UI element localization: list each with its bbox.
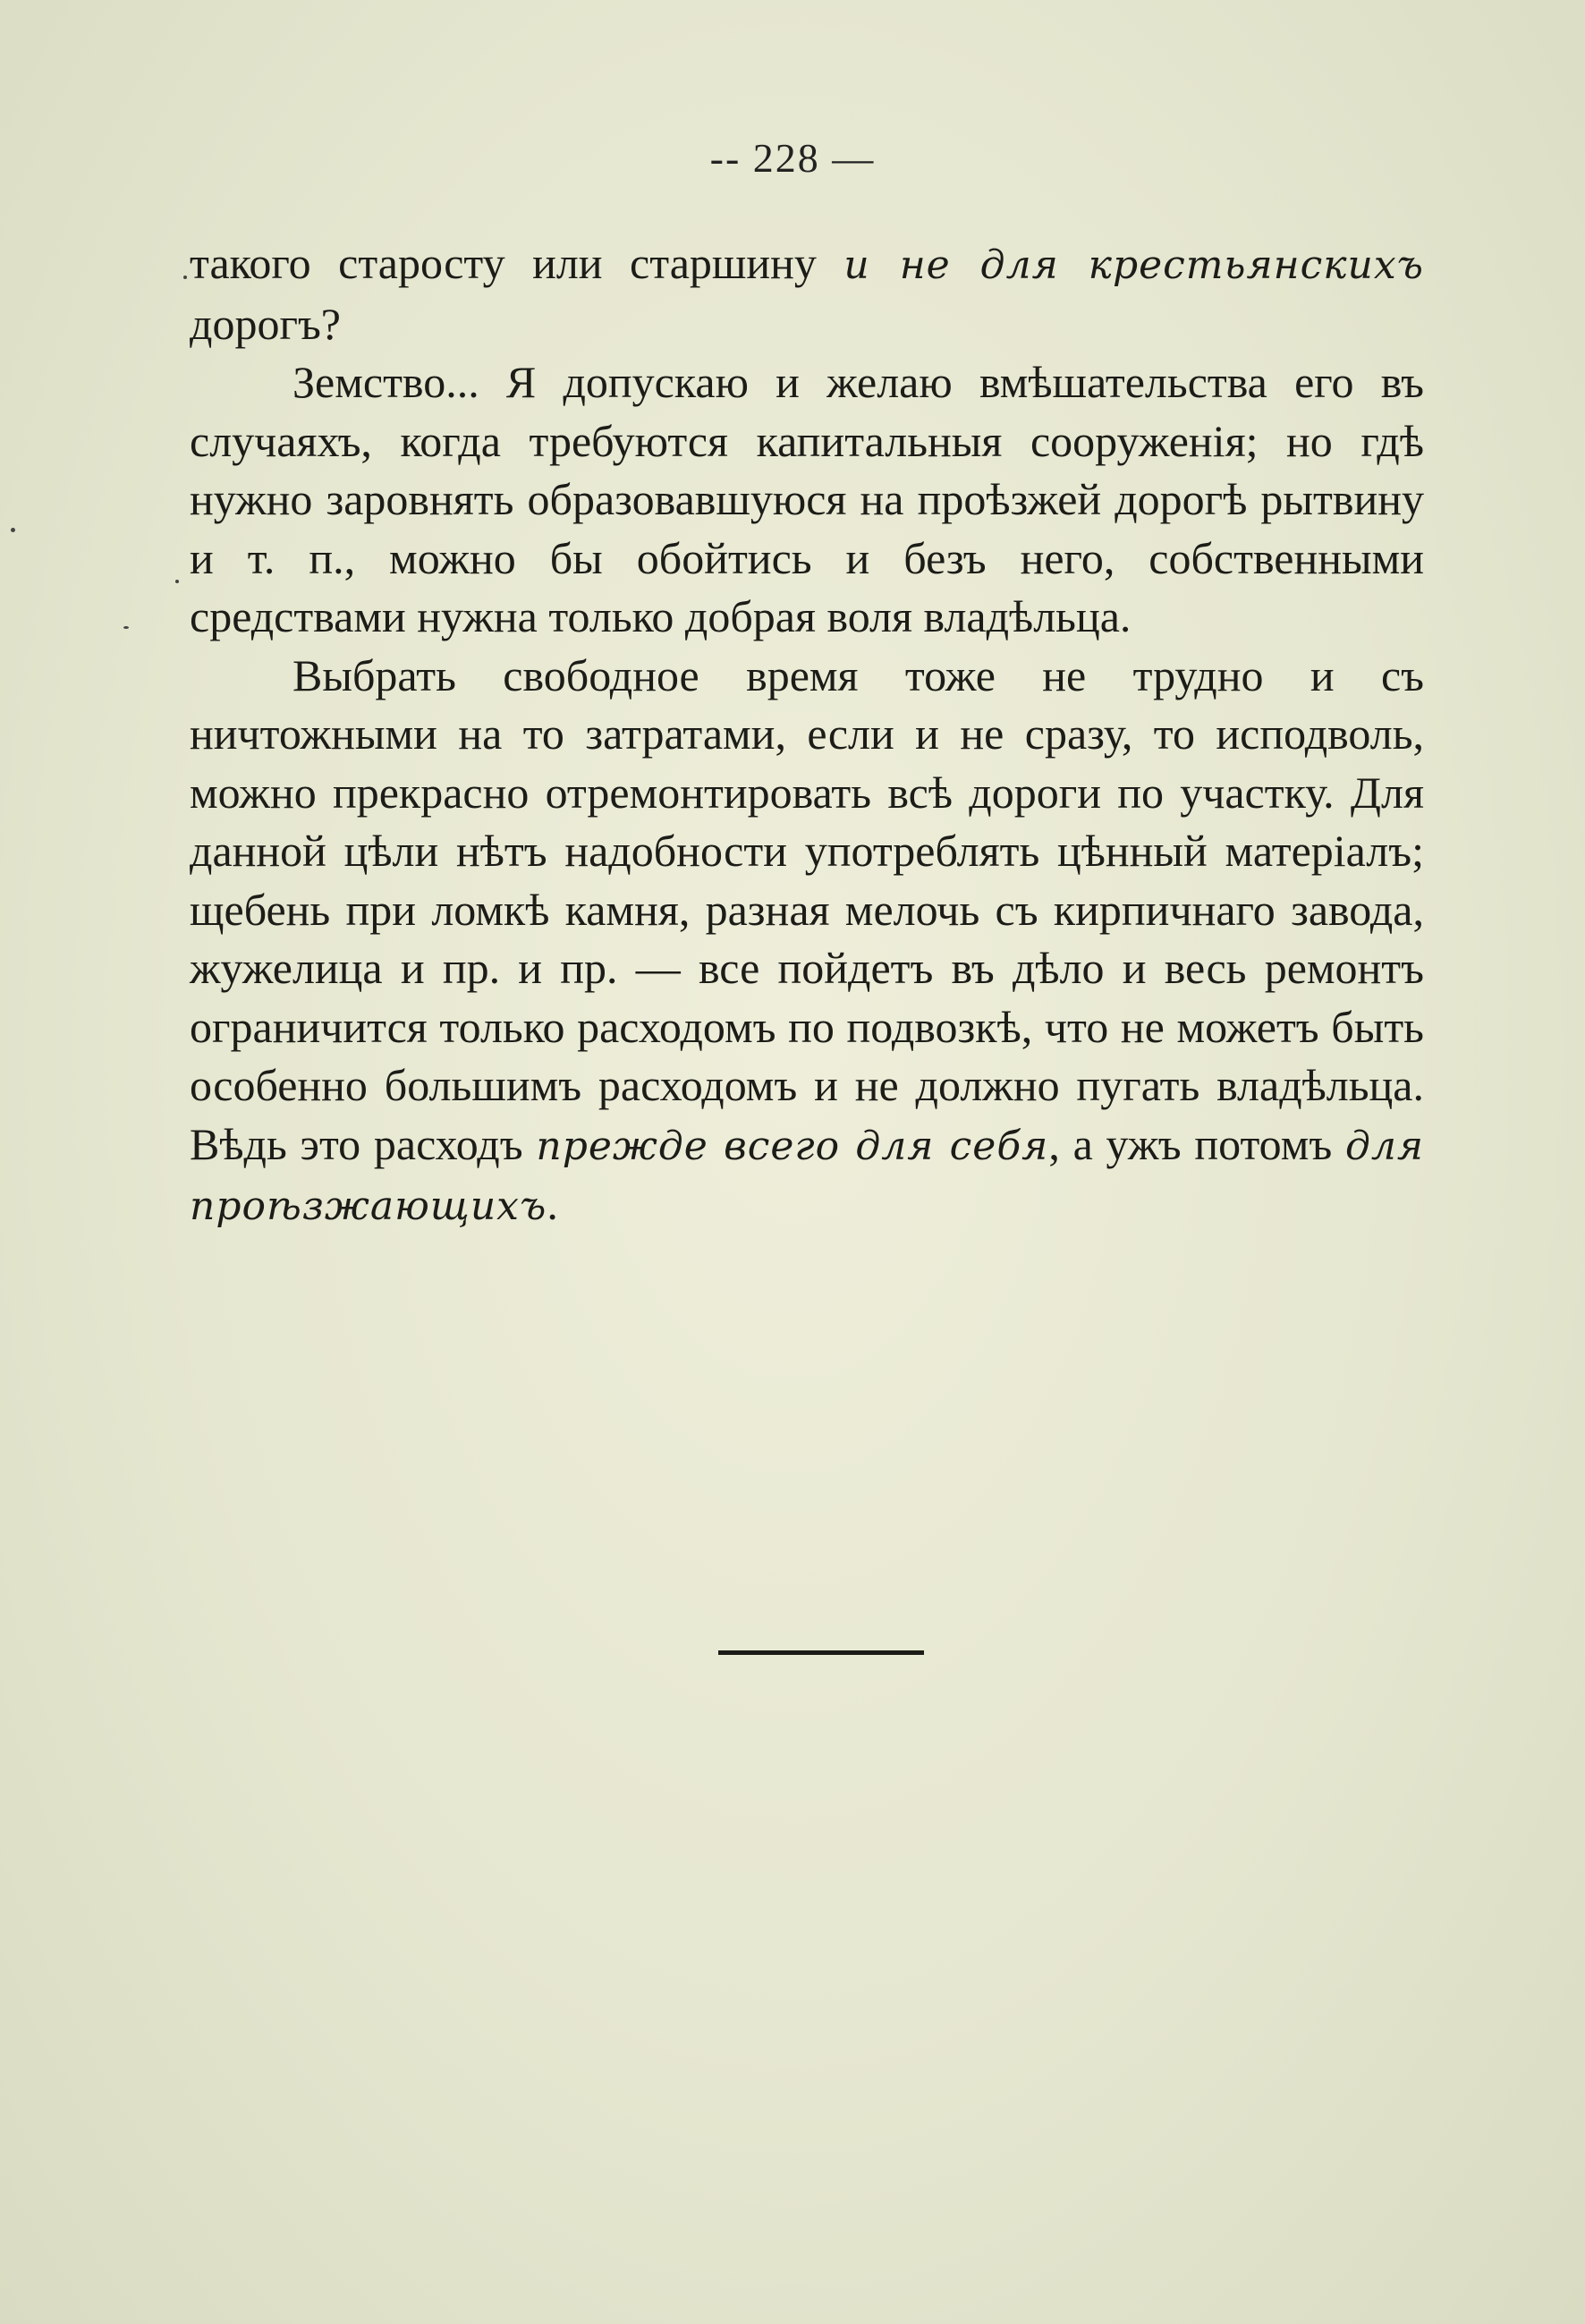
body-text [190, 234, 1424, 1236]
paragraph-1-emphasis: и не для крестьянскихъ [843, 242, 1424, 288]
paragraph-3-text-b: , а ужъ потомъ [1048, 1118, 1345, 1169]
page-number: -- 228 — [709, 135, 876, 181]
margin-speck [175, 580, 179, 583]
paragraph-3-text-a: Выбрать свободное время тоже не трудно и съ ничтожными на то затратами, если и не сразу, то исподволь, можно прекрасно отремонтировать всѣ дороги по участку. Для данной цѣли нѣтъ надобности употреблять цѣнный матеріалъ; щебень при ломкѣ камня, разная мелочь съ кирпичнаго завода, жужелица и пр. и пр. — все пойдетъ въ дѣло и весь ремонтъ ограничится только расходомъ по подвозкѣ, что не можетъ быть особенно большимъ расходомъ и не должно пугать владѣльца. Вѣдь это расходъ [190, 649, 1424, 1169]
end-rule-divider [718, 1650, 924, 1655]
margin-speck [11, 528, 15, 532]
paragraph-1-text-a: такого старосту или старшину [190, 238, 844, 288]
paragraph-2: Земство... Я допускаю и желаю вмѣшательства его въ случаяхъ, когда требуются капитальныя сооруженія; но гдѣ нужно заровнять образовавшуюся на проѣзжей дорогѣ рытвину и т. п., можно бы обойтись и безъ него, собственными средствами нужна только добрая воля владѣльца. [190, 357, 1424, 641]
paragraph-3-emphasis-2: для проѣзжающихъ [190, 1123, 1425, 1229]
paragraph-3-emphasis-1: прежде всего для себя [536, 1123, 1049, 1169]
paragraph-1-text-b: дорогъ? [190, 298, 341, 349]
paragraph-3 [190, 647, 1424, 1236]
margin-speck [123, 626, 129, 629]
margin-speck [183, 276, 187, 279]
paragraph-3-text-c: . [547, 1179, 558, 1229]
paragraph-1 [190, 234, 1424, 353]
